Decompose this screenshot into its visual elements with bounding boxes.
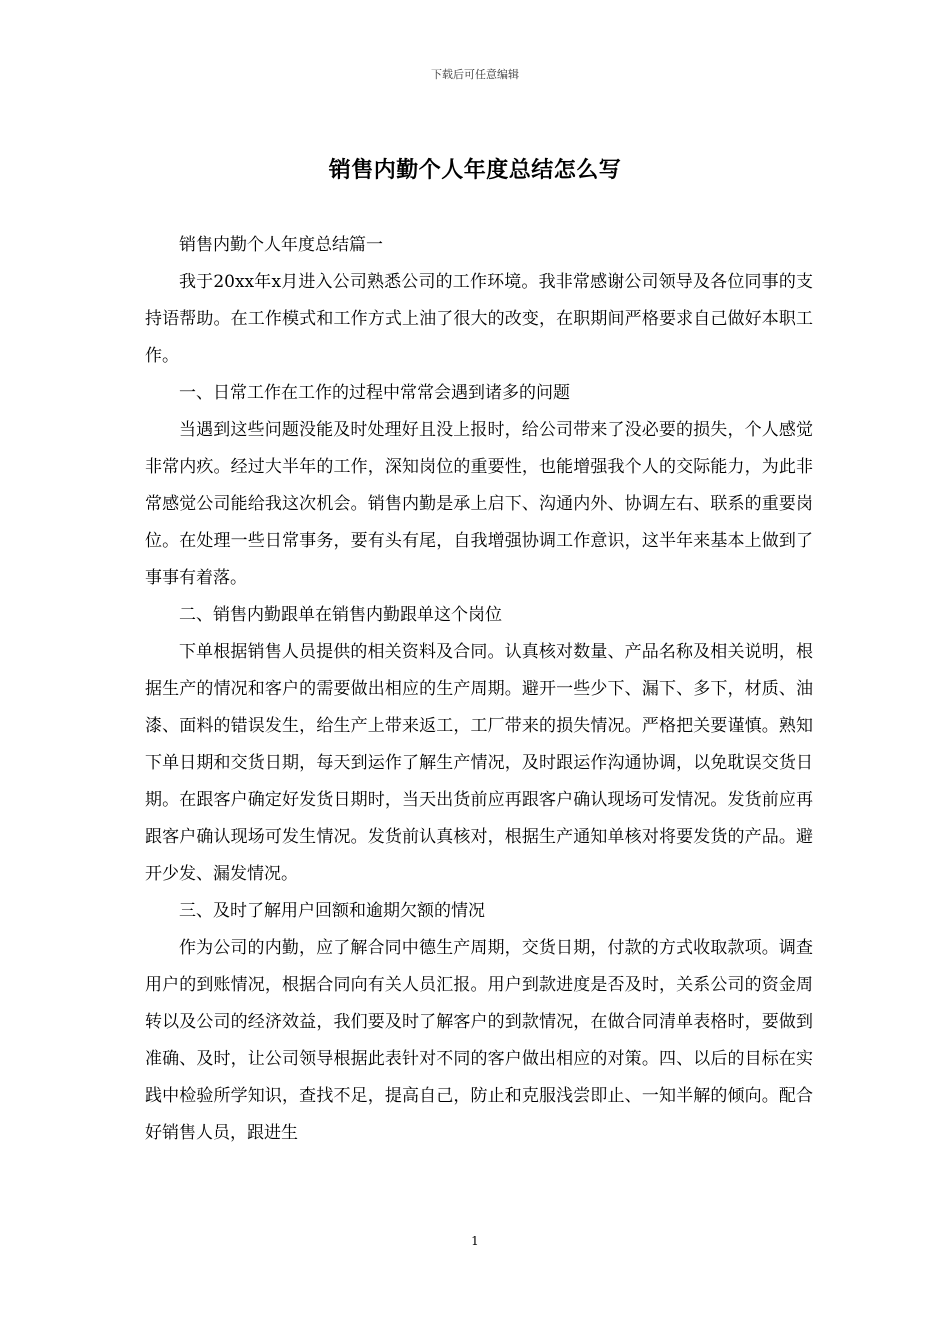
section-heading-part-one: 销售内勤个人年度总结篇一 [179, 235, 383, 255]
paragraph-payment-tracking: 作为公司的内勤，应了解合同中德生产周期，交货日期，付款的方式收取款项。调查用户的到账情况，根据合同向有关人员汇报。用户到款进度是否及时，关系公司的资金周转以及公司的经济效益，我们要及时了解客户的到款情况，在做合同清单表格时，要做到准确、及时，让公司领导根据此表针对不同的客户做出相应的对策。四、以后的目标在实践中检验所学知识，查找不足，提高自己，防止和克服浅尝即止、一知半解的倾向。配合好销售人员，跟进生 [145, 938, 813, 1143]
page-number: 1 [471, 1234, 479, 1248]
heading-payment-tracking: 三、及时了解用户回额和逾期欠额的情况 [179, 901, 485, 921]
document-title: 销售内勤个人年度总结怎么写 [328, 157, 622, 183]
heading-order-tracking: 二、销售内勤跟单在销售内勤跟单这个岗位 [179, 605, 502, 625]
document-body [145, 227, 813, 1152]
page-header-note: 下载后可任意编辑 [431, 68, 519, 81]
intro-paragraph: 我于20xx年x月进入公司熟悉公司的工作环境。我非常感谢公司领导及各位同事的支持语帮助。在工作模式和工作方式上油了很大的改变，在职期间严格要求自己做好本职工作。 [145, 272, 813, 366]
paragraph-order-tracking: 下单根据销售人员提供的相关资料及合同。认真核对数量、产品名称及相关说明，根据生产的情况和客户的需要做出相应的生产周期。避开一些少下、漏下、多下，材质、油漆、面料的错误发生，给生产上带来返工，工厂带来的损失情况。严格把关要谨慎。熟知下单日期和交货日期，每天到运作了解生产情况，及时跟运作沟通协调，以免耽误交货日期。在跟客户确定好发货日期时，当天出货前应再跟客户确认现场可发情况。发货前应再跟客户确认现场可发生情况。发货前认真核对，根据生产通知单核对将要发货的产品。避开少发、漏发情况。 [145, 642, 813, 884]
paragraph-daily-work: 当遇到这些问题没能及时处理好且没上报时，给公司带来了没必要的损失，个人感觉非常内疚。经过大半年的工作，深知岗位的重要性，也能增强我个人的交际能力，为此非常感觉公司能给我这次机会。销售内勤是承上启下、沟通内外、协调左右、联系的重要岗位。在处理一些日常事务，要有头有尾，自我增强协调工作意识，这半年来基本上做到了事事有着落。 [145, 420, 813, 588]
heading-daily-work: 一、日常工作在工作的过程中常常会遇到诸多的问题 [179, 383, 570, 403]
